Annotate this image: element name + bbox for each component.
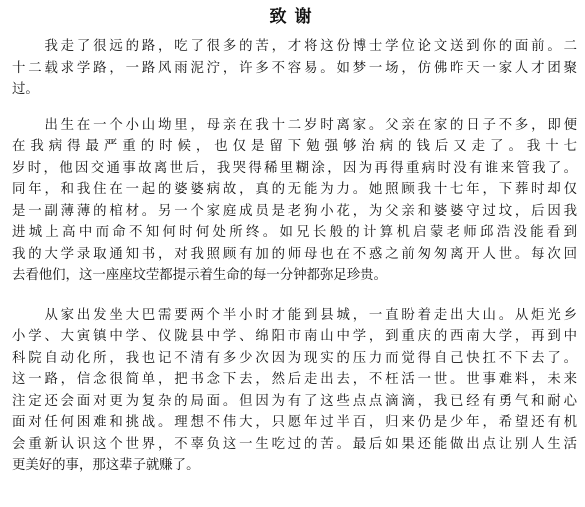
text-line: 这一路，信念很简单，把书念下去，然后走出去，不枉活一世。世事难料，未来	[12, 372, 577, 387]
text-line: 我的大学录取通知书，对我照顾有加的师母也在不惑之前匆匆离开人世。每次回	[12, 246, 577, 262]
text-line: 是一副薄薄的棺材。另一个家庭成员是老狗小花，为父亲和婆婆守过坟，后因我	[12, 203, 577, 219]
text-line: 同年，和我住在一起的婆婆病故，真的无能为力。她照顾我十七年，下葬时却仅	[12, 182, 577, 197]
text-line: 进城上高中而命不知何时何处所终。如兄长般的计算机启蒙老师邱浩没能看到	[12, 225, 577, 240]
text-line: 我走了很远的路，吃了很多的苦，才将这份博士学位论文送到你的面前。二	[12, 39, 577, 54]
text-line: 面对任何困难和挑战。理想不伟大，只愿年过半百，归来仍是少年，希望还有机	[12, 415, 577, 430]
text-line: 去看他们，这一座座坟茔都提示着生命的每一分钟都弥足珍贵。	[12, 268, 387, 283]
text-line: 会重新认识这个世界，不辜负这一生吃过的苦。最后如果还能做出点让别人生活	[12, 436, 577, 452]
text-line: 小学、大寅镇中学、仪陇县中学、绵阳市南山中学，到重庆的西南大学，再到中	[12, 329, 577, 344]
text-line: 更美好的事，那这辈子就赚了。	[12, 458, 200, 473]
text-line: 在我病得最严重的时候，也仅是留下勉强够治病的钱后又走了。我十七	[12, 139, 577, 154]
text-line: 注定还会面对更为复杂的局面。但因为有了这些点点滴滴，我已经有勇气和耐心	[12, 393, 577, 409]
paragraph-1	[12, 36, 577, 101]
page-title: 致谢	[269, 7, 320, 27]
paragraph-2	[12, 115, 577, 287]
paragraph-3	[12, 305, 577, 477]
text-line: 岁时，他因交通事故离世后，我哭得稀里糊涂，因为再得重病时没有谁来管我了。	[12, 160, 577, 176]
text-line: 科院自动化所，我也记不清有多少次因为现实的压力而觉得自己快扛不下去了。	[12, 350, 577, 366]
text-line: 十二载求学路，一路风雨泥泞，许多不容易。如梦一场，仿佛昨天一家人才团聚	[12, 60, 577, 76]
text-line: 出生在一个小山坳里，母亲在我十二岁时离家。父亲在家的日子不多，即便	[12, 117, 577, 133]
text-line: 过。	[12, 82, 39, 97]
text-line: 从家出发坐大巴需要两个半小时才能到县城，一直盼着走出大山。从炬光乡	[12, 307, 577, 323]
